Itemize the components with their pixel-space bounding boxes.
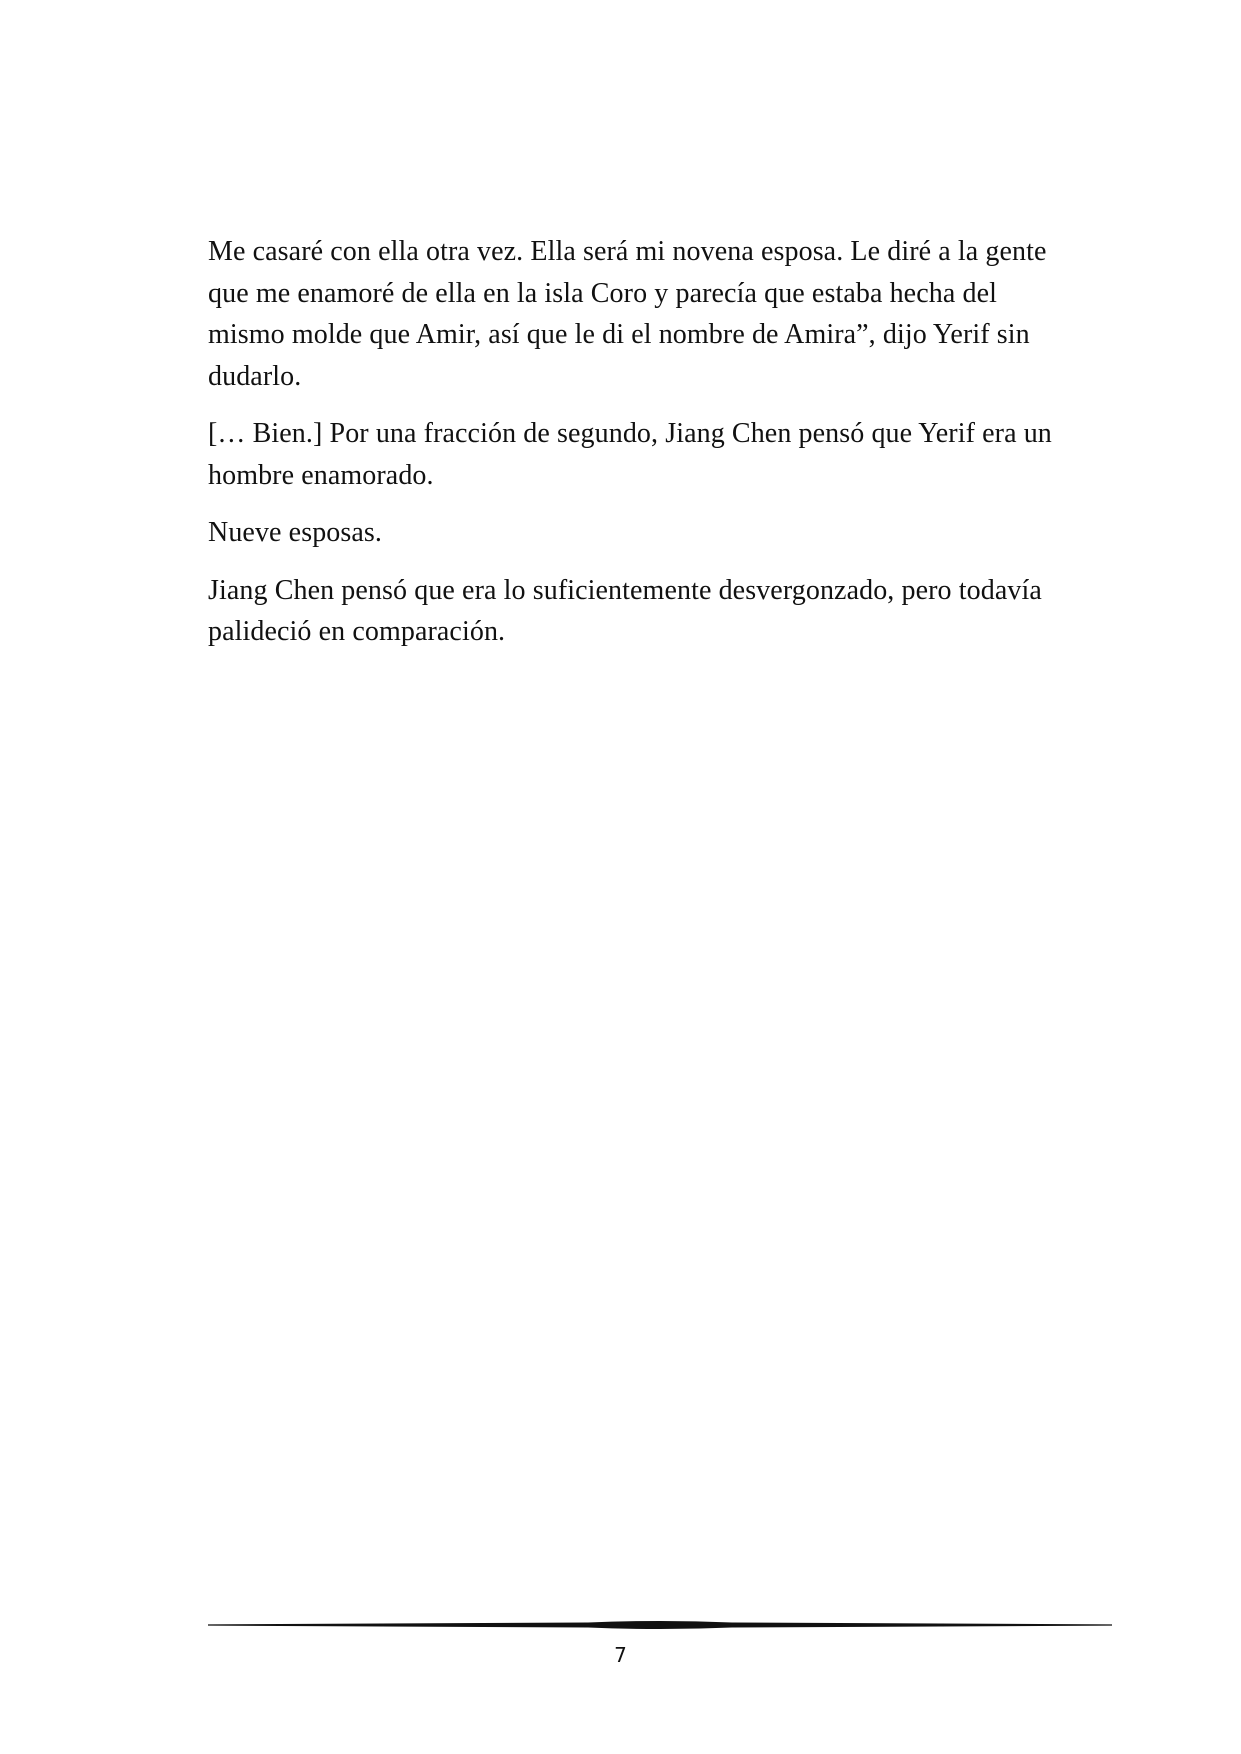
paragraph: Nueve esposas. <box>208 517 383 548</box>
paragraph: Jiang Chen pensó que era lo suficientemente desvergonzado, pero todavía palideció en comparación. <box>208 574 1042 647</box>
body-text <box>208 231 1078 669</box>
footer-divider <box>208 1618 1112 1632</box>
paragraph: Me casaré con ella otra vez. Ella será mi novena esposa. Le diré a la gente que me enamoré de ella en la isla Coro y parecía que estaba hecha del mismo molde que Amir, así que le di el nombre de Amira”, dijo Yerif sin dudarlo. <box>208 236 1047 392</box>
page-number: 7 <box>614 1643 627 1667</box>
paragraph: [… Bien.] Por una fracción de segundo, Jiang Chen pensó que Yerif era un hombre enamorado. <box>208 418 1052 491</box>
